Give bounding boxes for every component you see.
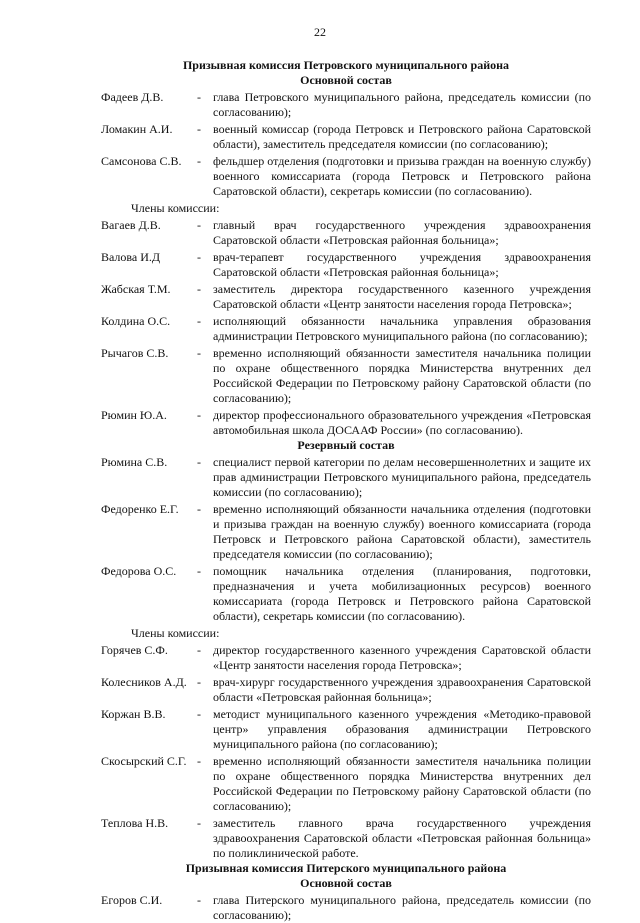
member-name: Валова И.Д (101, 250, 161, 264)
dash: - (197, 154, 201, 168)
member-name: Вагаев Д.В. (101, 218, 161, 232)
dash: - (197, 643, 201, 657)
member-name: Колдина О.С. (101, 314, 171, 328)
member-position: фельдшер отделения (подготовки и призыва граждан на военную службу) военного комиссариата (города Петровск и Петровского района Саратовской области), секретарь комиссии (по согласованию). (213, 154, 591, 198)
member-name: Фадеев Д.В. (101, 90, 164, 104)
member-position: специалист первой категории по делам несовершеннолетних и защите их прав администрации Петровского муниципального района, председатель комиссии (по согласованию); (213, 455, 591, 499)
member-name: Рюмин Ю.А. (101, 408, 167, 422)
member-entry (101, 122, 591, 152)
member-position: глава Петровского муниципального района, председатель комиссии (по согласованию); (213, 90, 591, 119)
member-entry (101, 893, 591, 923)
member-entry (101, 218, 591, 248)
member-name: Самсонова С.В. (101, 154, 182, 168)
dash: - (197, 408, 201, 422)
member-name: Скосырский С.Г. (101, 754, 187, 768)
member-name: Рычагов С.В. (101, 346, 169, 360)
section-subtitle: Резервный состав (297, 438, 395, 452)
section-title: Призывная комиссия Петровского муниципального района (182, 58, 510, 72)
member-entry (101, 314, 591, 344)
member-name: Теплова Н.В. (101, 816, 169, 830)
dash: - (197, 282, 201, 296)
member-position: методист муниципального казенного учреждения «Методико-правовой центр» управления образования администрации Петровского муниципального района (по согласованию); (213, 707, 591, 751)
member-entry (101, 564, 591, 624)
member-entry (101, 90, 591, 120)
member-entry (101, 408, 591, 438)
member-entry (101, 502, 591, 562)
member-position: временно исполняющий обязанности начальника отделения (подготовки и призыва граждан на военную службу) военного комиссариата (города Петровск и Петровского района Саратовской области), заместитель председателя комиссии (по согласованию); (213, 502, 591, 561)
member-position: врач-хирург государственного учреждения здравоохранения Саратовской области «Петровская районная больница»; (213, 675, 591, 704)
member-name: Рюмина С.В. (101, 455, 168, 469)
member-position: директор профессионального образовательного учреждения «Петровская автомобильная школа ДОСААФ России» (по согласованию). (213, 408, 591, 437)
member-position: директор государственного казенного учреждения Саратовской области «Центр занятости населения города Петровска»; (213, 643, 591, 672)
member-name: Егоров С.И. (101, 893, 163, 907)
page-number: 22 (314, 25, 326, 39)
member-entry (101, 643, 591, 673)
section-subtitle: Основной состав (300, 73, 392, 87)
member-entry (101, 707, 591, 752)
dash: - (197, 122, 201, 136)
member-entry (101, 455, 591, 500)
member-position: глава Питерского муниципального района, председатель комиссии (по согласованию); (213, 893, 591, 922)
member-name: Жабская Т.М. (101, 282, 171, 296)
dash: - (197, 707, 201, 721)
dash: - (197, 754, 201, 768)
section-title: Призывная комиссия Питерского муниципального района (185, 861, 507, 875)
member-entry (101, 154, 591, 199)
document-body (101, 58, 591, 923)
dash: - (197, 564, 201, 578)
member-name: Ломакин А.И. (101, 122, 173, 136)
member-position: временно исполняющий обязанности заместителя начальника полиции по охране общественного порядка Министерства внутренних дел Российской Федерации по Петровскому району Саратовской области (по согласованию); (213, 346, 591, 405)
member-position: временно исполняющий обязанности заместителя начальника полиции по охране общественного порядка Министерства внутренних дел Российской Федерации по Петровскому району Саратовской области (по согласованию); (213, 754, 591, 813)
dash: - (197, 675, 201, 689)
member-name: Коржан В.В. (101, 707, 166, 721)
members-label: Члены комиссии: (131, 626, 220, 640)
member-position: военный комиссар (города Петровск и Петровского района Саратовской области), заместитель председателя комиссии (по согласованию); (213, 122, 591, 151)
dash: - (197, 816, 201, 830)
section-subtitle: Основной состав (300, 876, 392, 890)
dash: - (197, 502, 201, 516)
dash: - (197, 90, 201, 104)
member-name: Горячев С.Ф. (101, 643, 168, 657)
member-name: Колесников А.Д. (101, 675, 187, 689)
member-entry (101, 816, 591, 861)
member-position: заместитель главного врача государственного учреждения здравоохранения Саратовской области «Петровская районная больница» по поликлинической работе. (213, 816, 591, 860)
dash: - (197, 250, 201, 264)
member-entry (101, 282, 591, 312)
member-position: заместитель директора государственного казенного учреждения Саратовской области «Центр занятости населения города Петровска»; (213, 282, 591, 311)
member-entry (101, 250, 591, 280)
member-entry (101, 675, 591, 705)
dash: - (197, 314, 201, 328)
dash: - (197, 218, 201, 232)
dash: - (197, 346, 201, 360)
member-position: главный врач государственного учреждения здравоохранения Саратовской области «Петровская районная больница»; (213, 218, 591, 247)
member-entry (101, 346, 591, 406)
member-position: исполняющий обязанности начальника управления образования администрации Петровского муниципального района (по согласованию); (213, 314, 591, 343)
dash: - (197, 455, 201, 469)
member-name: Федорова О.С. (101, 564, 177, 578)
member-position: врач-терапевт государственного учреждения здравоохранения Саратовской области «Петровская районная больница»; (213, 250, 591, 279)
dash: - (197, 893, 201, 907)
member-position: помощник начальника отделения (планирования, подготовки, предназначения и учета мобилизационных ресурсов) военного комиссариата (города Петровск и Петровского района Саратовской области), секретарь комиссии (по согласованию). (213, 564, 591, 623)
member-name: Федоренко Е.Г. (101, 502, 179, 516)
members-label: Члены комиссии: (131, 201, 220, 215)
member-entry (101, 754, 591, 814)
